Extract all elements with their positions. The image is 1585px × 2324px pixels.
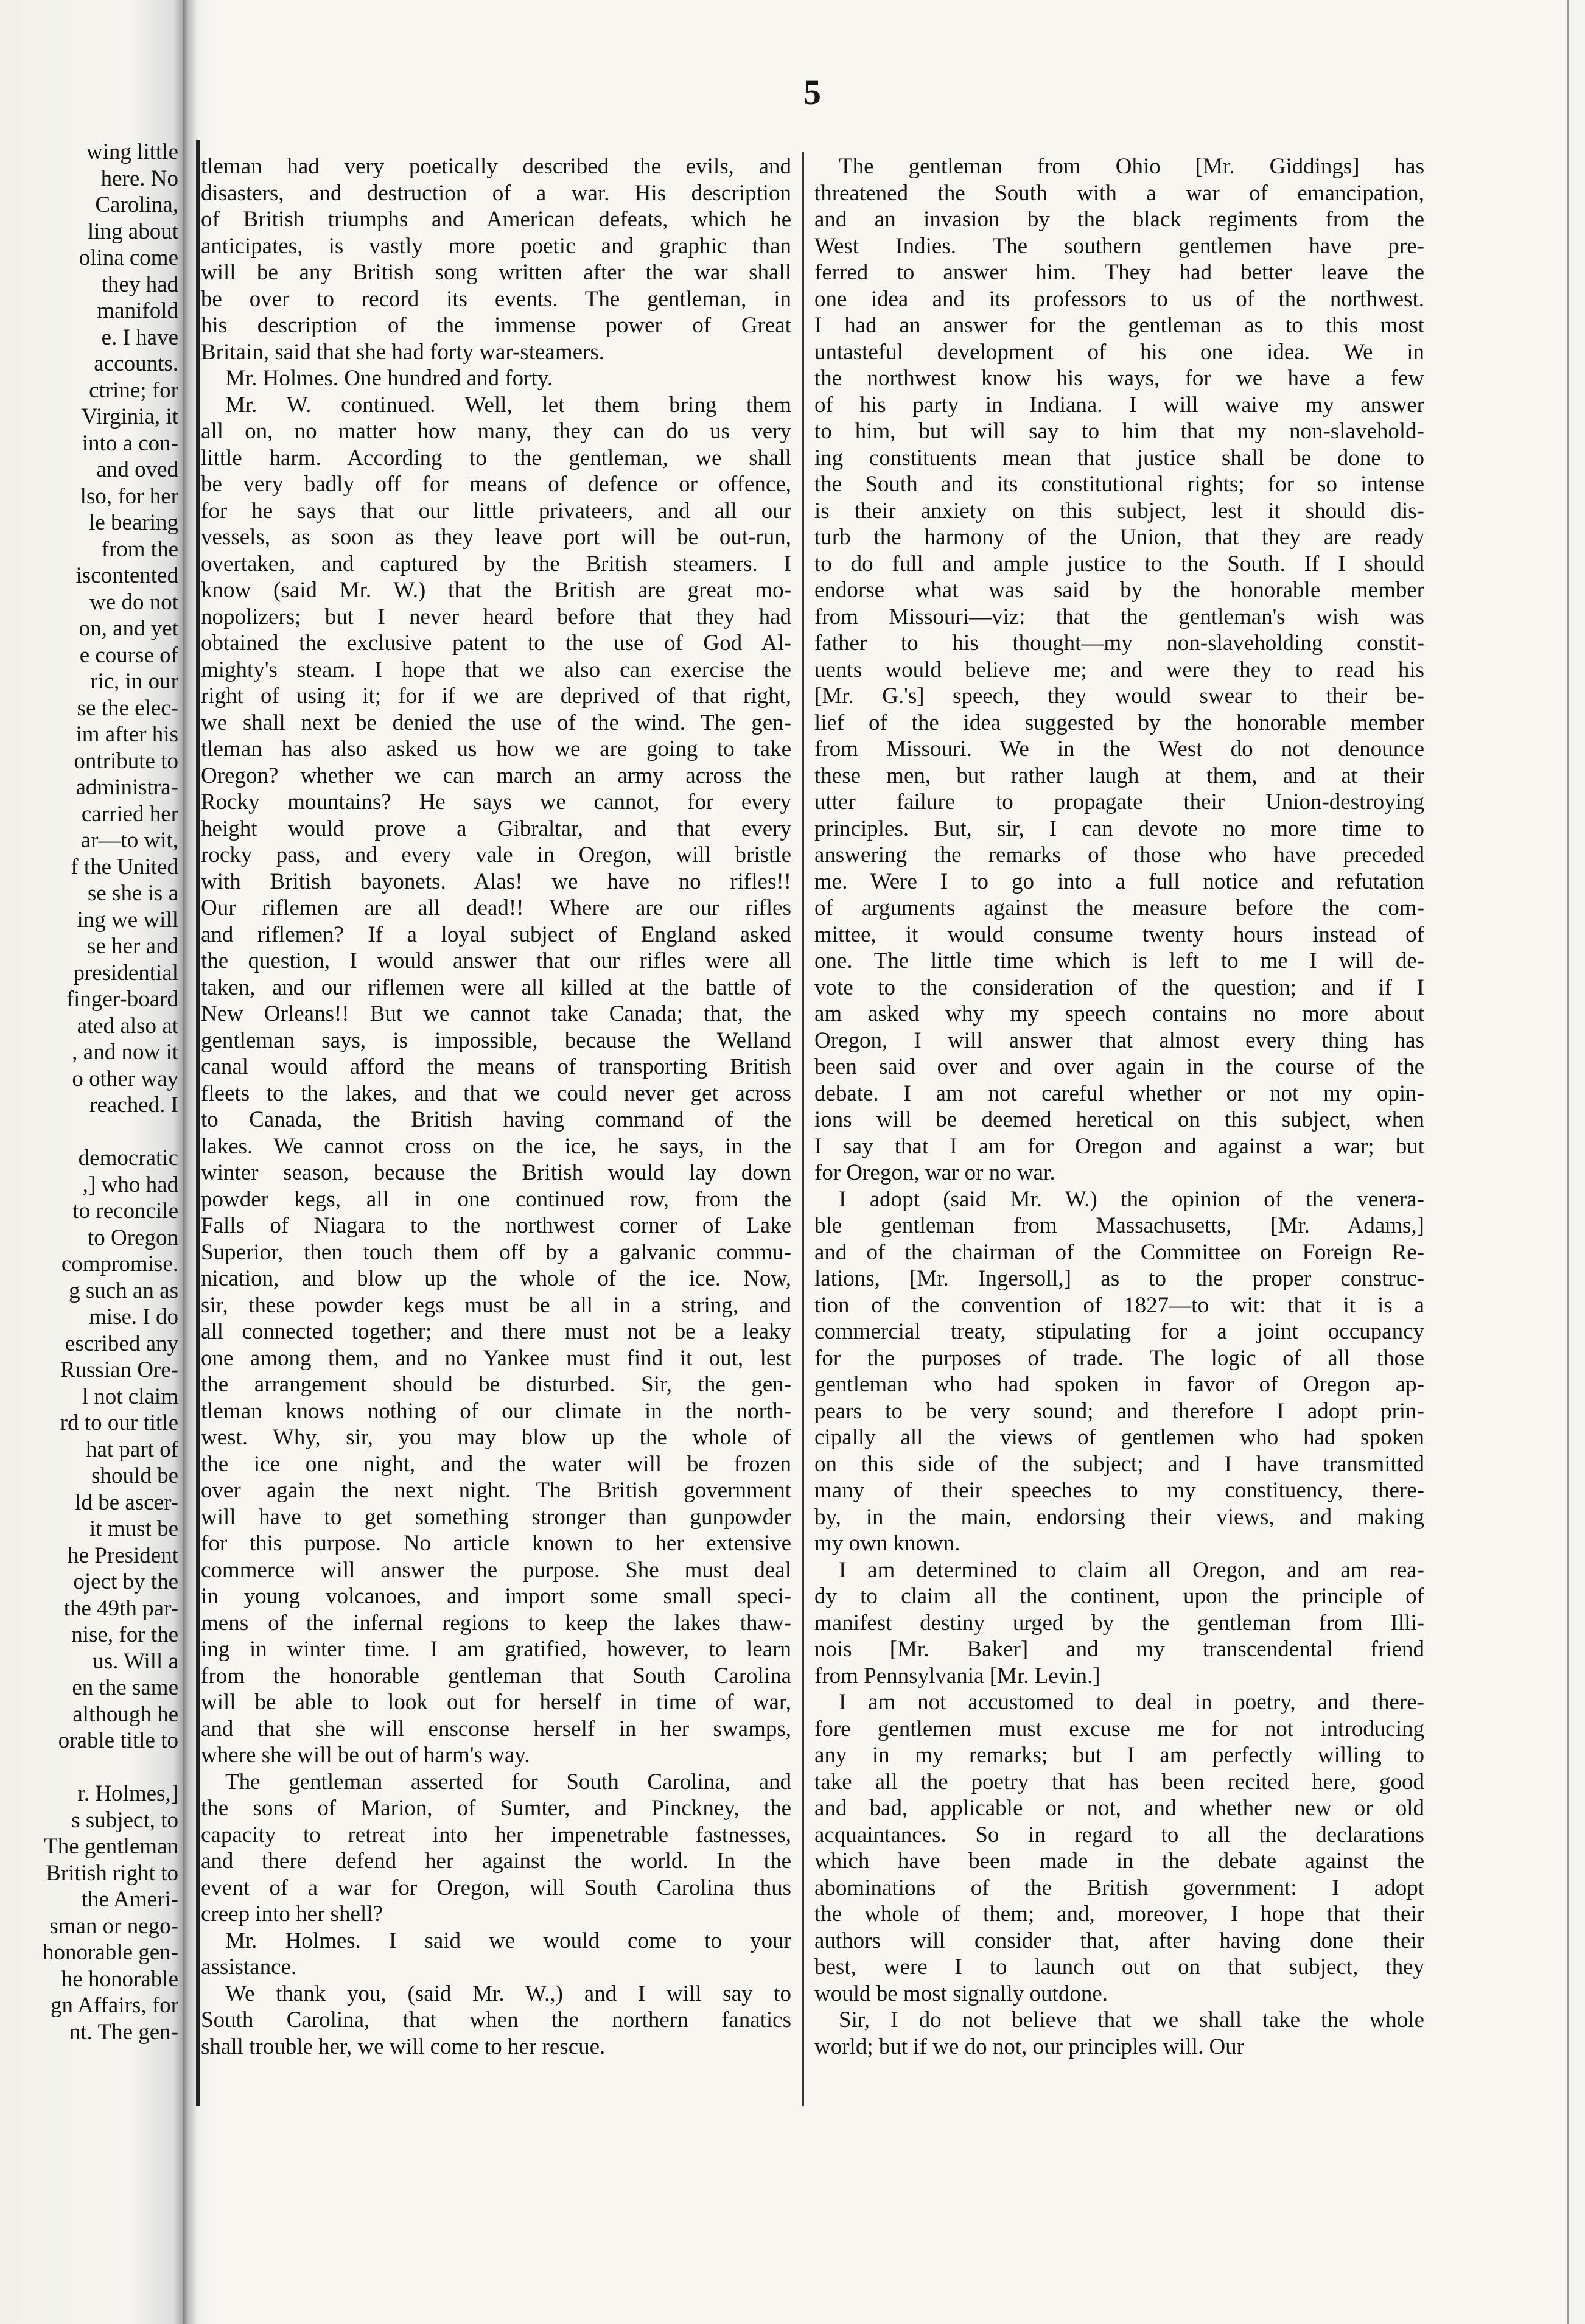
text-line: assistance.	[201, 1955, 297, 1979]
text-line: threatened the South with a war of emancipation,	[814, 180, 1424, 206]
text-line: height would prove a Gibraltar, and that every	[201, 816, 791, 841]
text-line: event of a war for Oregon, will South Carolina thus	[201, 1875, 791, 1900]
text-line: am asked why my speech contains no more about	[814, 1001, 1424, 1026]
text-line: sir, these powder kegs must be all in a string, and	[201, 1292, 791, 1318]
text-line: rocky pass, and every vale in Oregon, will bristle	[201, 842, 791, 867]
text-line: he President	[68, 1542, 178, 1568]
text-line: sman or nego-	[49, 1913, 178, 1939]
text-line: r. Holmes,]	[77, 1781, 178, 1806]
text-line: into a con-	[82, 430, 178, 456]
text-line: many of their speeches to my constituency, there-	[814, 1478, 1424, 1503]
text-line: gn Affairs, for	[51, 1993, 178, 2018]
text-line: iscontented	[75, 563, 178, 588]
text-line: from Missouri. We in the West do not denounce	[814, 737, 1424, 761]
text-line: [Mr. G.'s] speech, they would swear to their be-	[814, 684, 1424, 709]
text-line: all connected together; and there must not be a leaky	[201, 1319, 791, 1344]
text-line: e. I have	[101, 324, 178, 350]
text-line: nication, and blow up the whole of the ice. Now,	[201, 1266, 791, 1291]
text-line: overtaken, and captured by the British steamers. I	[201, 551, 791, 576]
text-line: oject by the	[73, 1569, 178, 1594]
text-line: be over to record its events. The gentleman, in	[201, 286, 791, 312]
text-line: they had	[101, 271, 178, 297]
previous-page-text	[0, 139, 178, 2045]
text-line: se the elec-	[77, 695, 178, 721]
text-line: should be	[91, 1463, 178, 1488]
text-line: answering the remarks of those who have preceded	[814, 842, 1424, 867]
text-line: will be any British song written after the war shall	[201, 260, 791, 285]
text-line: for Oregon, war or no war.	[814, 1160, 1055, 1185]
text-line: e course of	[79, 642, 178, 668]
text-line: I am determined to claim all Oregon, and am rea-	[839, 1557, 1424, 1583]
text-line: one idea and its professors to us of the northwest.	[814, 286, 1424, 312]
gutter-shadow	[196, 140, 200, 2106]
text-line	[0, 1119, 178, 1146]
text-line: and that she will ensconse herself in her swamps,	[201, 1716, 791, 1741]
text-line: of arguments against the measure before the com-	[814, 895, 1424, 920]
text-line: lations, [Mr. Ingersoll,] as to the proper construc-	[814, 1266, 1424, 1291]
text-line: se she is a	[88, 881, 178, 906]
text-line: f the United	[71, 854, 178, 880]
text-line: here. No	[100, 166, 178, 191]
text-line: compromise.	[61, 1251, 178, 1276]
text-line: these men, but rather laugh at them, and at their	[814, 763, 1424, 788]
text-line: democratic	[78, 1146, 178, 1171]
text-line: presidential	[73, 960, 178, 985]
text-line: ated also at	[77, 1013, 178, 1038]
text-line: to reconcile	[72, 1199, 178, 1223]
text-line: le bearing	[89, 510, 178, 535]
text-line: ontribute to	[74, 748, 178, 774]
text-line: over again the next night. The British government	[201, 1478, 791, 1503]
text-line: reached. I	[89, 1093, 178, 1118]
text-line: Mr. Holmes. I said we would come to your	[225, 1928, 791, 1953]
right-column	[814, 153, 1424, 2060]
text-line: shall trouble her, we will come to her rescue.	[201, 2034, 606, 2059]
text-line: tion of the convention of 1827—to wit: that it is a	[814, 1292, 1424, 1318]
text-line: he honorable	[61, 1966, 178, 1992]
text-line: mise. I do	[89, 1304, 178, 1329]
page-number: 5	[803, 72, 821, 112]
text-line: lakes. We cannot cross on the ice, he says, in the	[201, 1133, 791, 1159]
text-line: South Carolina, that when the northern fanatics	[201, 2007, 791, 2032]
text-line: for the purposes of trade. The logic of all those	[814, 1345, 1424, 1371]
text-line: o other way	[72, 1066, 178, 1091]
text-line: hat part of	[85, 1437, 178, 1462]
text-line: olina come	[79, 245, 178, 270]
text-line: s subject, to	[71, 1807, 178, 1833]
text-line: anticipates, is vastly more poetic and graphic than	[201, 233, 791, 259]
text-line: endorse what was said by the honorable member	[814, 578, 1424, 603]
text-line: , and now it	[72, 1040, 178, 1065]
text-line: us. Will a	[93, 1648, 178, 1674]
text-line: on this side of the subject; and I have transmitted	[814, 1451, 1424, 1477]
text-line: it must be	[89, 1516, 178, 1541]
text-line: of his party in Indiana. I will waive my answer	[814, 392, 1424, 418]
text-line: Our riflemen are all dead!! Where are our rifles	[201, 895, 791, 920]
text-line: canal would afford the means of transporting British	[201, 1054, 791, 1079]
text-line: l not claim	[82, 1384, 178, 1409]
text-line: creep into her shell?	[201, 1902, 383, 1927]
text-line: nopolizers; but I never heard before that they had	[201, 604, 791, 629]
text-line: untasteful development of his one idea. We in	[814, 339, 1424, 365]
text-line: and there defend her against the world. In the	[201, 1849, 791, 1874]
text-line: ions will be deemed heretical on this subject, when	[814, 1107, 1424, 1132]
text-line: we do not	[89, 589, 178, 615]
text-line: authors will consider that, after having done their	[814, 1928, 1424, 1953]
text-line: be very badly off for means of defence or offence,	[201, 472, 791, 497]
text-line: for he says that our little privateers, and all our	[201, 498, 791, 523]
text-line: right of using it; for if we are deprived of that right,	[201, 684, 791, 709]
text-line: the question, I would answer that our rifles were all	[201, 948, 791, 973]
text-line: will have to get something stronger than gunpowder	[201, 1504, 791, 1530]
text-line: dy to claim all the continent, upon the principle of	[814, 1584, 1424, 1609]
text-line: orable title to	[58, 1728, 178, 1753]
text-line: and an invasion by the black regiments from the	[814, 207, 1424, 232]
text-line: mens of the infernal regions to keep the lakes thaw-	[201, 1610, 791, 1636]
text-line: gentleman who had spoken in favor of Oregon ap-	[814, 1372, 1424, 1397]
text-line: manifest destiny urged by the gentleman from Illi-	[814, 1610, 1424, 1636]
middle-column	[201, 153, 791, 2060]
text-line: Rocky mountains? He says we cannot, for every	[201, 789, 791, 814]
text-line: I say that I am for Oregon and against a war; but	[814, 1133, 1424, 1159]
text-line: Britain, said that she had forty war-steamers.	[201, 339, 605, 365]
text-line: been said over and over again in the course of the	[814, 1054, 1424, 1079]
text-line: where she will be out of harm's way.	[201, 1743, 530, 1768]
text-line: taken, and our riflemen were all killed at the battle of	[201, 975, 791, 1000]
text-line: ble gentleman from Massachusetts, [Mr. Adams,]	[814, 1213, 1424, 1238]
text-line: take all the poetry that has been recited here, good	[814, 1769, 1424, 1794]
text-line: Carolina,	[95, 192, 178, 217]
text-line: commerce will answer the purpose. She must deal	[201, 1557, 791, 1583]
text-line: will be able to look out for herself in time of war,	[201, 1690, 791, 1715]
text-line: ferred to answer him. They had better leave the	[814, 260, 1424, 285]
text-line: the ice one night, and the water will be frozen	[201, 1451, 791, 1477]
text-line: to him, but will say to him that my non-slavehold-	[814, 419, 1424, 444]
text-line: nois [Mr. Baker] and my transcendental friend	[814, 1637, 1424, 1662]
text-line: ,] who had	[82, 1172, 178, 1197]
text-line: on, and yet	[79, 616, 178, 641]
text-line: gentleman says, is impossible, because the Welland	[201, 1027, 791, 1053]
text-line: en the same	[72, 1675, 178, 1700]
text-line: one among them, and no Yankee must find it out, lest	[201, 1345, 791, 1371]
text-line: rd to our title	[60, 1410, 178, 1435]
text-line: acquaintances. So in regard to all the declarations	[814, 1822, 1424, 1847]
text-line: debate. I am not careful whether or not my opin-	[814, 1080, 1424, 1106]
text-line: wing little	[86, 139, 178, 164]
text-line: in young volcanoes, and import some small speci-	[201, 1584, 791, 1609]
text-line: father to his thought—my non-slaveholding constit-	[814, 631, 1424, 656]
text-line: nt. The gen-	[69, 2019, 178, 2045]
text-line: fore gentlemen must excuse me for not introducing	[814, 1716, 1424, 1741]
text-line: to do full and ample justice to the South. If I should	[814, 551, 1424, 576]
text-line: all on, no matter how many, they can do us very	[201, 419, 791, 444]
text-line: and oved	[96, 457, 178, 482]
text-line: mittee, it would consume twenty hours instead of	[814, 922, 1424, 947]
text-line	[0, 1754, 178, 1781]
text-line: Virginia, it	[81, 404, 178, 429]
text-line: the 49th par-	[63, 1595, 178, 1621]
text-line: se her and	[87, 934, 178, 959]
text-line: although he	[72, 1701, 178, 1727]
text-line: ing in winter time. I am gratified, however, to learn	[201, 1637, 791, 1662]
text-line: and bad, applicable or not, and whether new or old	[814, 1796, 1424, 1821]
text-line: to Oregon	[88, 1225, 178, 1250]
text-line: I had an answer for the gentleman as to this most	[814, 313, 1424, 338]
text-line: im after his	[75, 722, 178, 747]
text-line: lso, for her	[80, 483, 178, 509]
text-line: Sir, I do not believe that we shall take the whole	[839, 2007, 1424, 2032]
text-line: of British triumphs and American defeats, which he	[201, 207, 791, 232]
text-line: commercial treaty, stipulating for a joint occupancy	[814, 1319, 1424, 1344]
text-line: west. Why, sir, you may blow up the whole of	[201, 1425, 791, 1450]
text-line: ar—to wit,	[80, 828, 178, 853]
text-line: know (said Mr. W.) that the British are great mo-	[201, 578, 791, 603]
text-line: the Ameri-	[81, 1887, 178, 1912]
text-line: Oregon, I will answer that almost every thing has	[814, 1027, 1424, 1053]
text-line: manifold	[97, 298, 178, 323]
text-line: winter season, because the British would lay down	[201, 1160, 791, 1185]
text-line: is their anxiety on this subject, lest it should dis-	[814, 498, 1424, 523]
text-line: lief of the idea suggested by the honorable member	[814, 710, 1424, 735]
text-line: we shall next be denied the use of the wind. The gen-	[201, 710, 791, 735]
text-line: finger-board	[66, 987, 178, 1012]
text-line: I adopt (said Mr. W.) the opinion of the venera-	[839, 1186, 1424, 1212]
text-line: tleman has also asked us how we are going to take	[201, 737, 791, 761]
text-line: cipally all the views of gentlemen who had spoken	[814, 1425, 1424, 1450]
text-line: little harm. According to the gentleman, we shall	[201, 445, 791, 471]
text-line: ric, in our	[90, 669, 178, 694]
text-line: from Missouri—viz: that the gentleman's wish was	[814, 604, 1424, 629]
text-line: g such an as	[69, 1278, 178, 1303]
text-line: ling about	[87, 219, 178, 244]
text-line: his description of the immense power of Great	[201, 313, 791, 338]
text-line: ing constituents mean that justice shall be done to	[814, 445, 1424, 471]
text-line: tleman had very poetically described the evils, and	[201, 154, 791, 179]
text-line: The gentleman	[44, 1834, 178, 1859]
text-line: Mr. Holmes. One hundred and forty.	[225, 366, 553, 391]
text-line: from Pennsylvania [Mr. Levin.]	[814, 1663, 1100, 1689]
text-line: obtained the exclusive patent to the use of God Al-	[201, 631, 791, 656]
text-line: and of the chairman of the Committee on Foreign Re-	[814, 1239, 1424, 1265]
text-line: and riflemen? If a loyal subject of England asked	[201, 922, 791, 947]
text-line: the sons of Marion, of Sumter, and Pinckney, the	[201, 1796, 791, 1821]
text-line: Mr. W. continued. Well, let them bring them	[225, 392, 791, 418]
text-line: ld be ascer-	[75, 1489, 178, 1515]
text-line: honorable gen-	[43, 1940, 178, 1965]
text-line: turb the harmony of the Union, that they are ready	[814, 525, 1424, 550]
text-line: vote to the consideration of the question; and if I	[814, 975, 1424, 1000]
text-line: The gentleman from Ohio [Mr. Giddings] has	[839, 154, 1424, 179]
text-line: by, in the main, endorsing their views, and making	[814, 1504, 1424, 1530]
text-line: fleets to the lakes, and that we could never get across	[201, 1080, 791, 1106]
text-line: ctrine; for	[89, 377, 178, 403]
text-line: the northwest know his ways, for we have a few	[814, 366, 1424, 391]
text-line: escribed any	[65, 1331, 178, 1356]
text-line: The gentleman asserted for South Carolina, and	[225, 1769, 791, 1794]
text-line: any in my remarks; but I am perfectly willing to	[814, 1743, 1424, 1768]
text-line: Falls of Niagara to the northwest corner of Lake	[201, 1213, 791, 1238]
page-edge	[1567, 0, 1585, 2324]
text-line: I am not accustomed to deal in poetry, and there-	[839, 1690, 1424, 1715]
text-line: West Indies. The southern gentlemen have pre-	[814, 233, 1424, 259]
text-line: would be most signally outdone.	[814, 1981, 1108, 2006]
text-line: with British bayonets. Alas! we have no rifles!!	[201, 869, 791, 894]
text-line: world; but if we do not, our principles will. Our	[814, 2034, 1244, 2059]
text-line: uents would believe me; and were they to read his	[814, 657, 1424, 682]
text-line: disasters, and destruction of a war. His description	[201, 180, 791, 206]
text-line: best, were I to launch out on that subject, they	[814, 1955, 1424, 1979]
text-line: Superior, then touch them off by a galvanic commu-	[201, 1239, 791, 1265]
text-line: from the honorable gentleman that South Carolina	[201, 1663, 791, 1689]
text-line: for this purpose. No article known to her extensive	[201, 1531, 791, 1556]
text-line: me. Were I to go into a full notice and refutation	[814, 869, 1424, 894]
text-line: We thank you, (said Mr. W.,) and I will say to	[225, 1981, 791, 2006]
text-line: abominations of the British government: I adopt	[814, 1875, 1424, 1900]
text-line: which have been made in the debate against the	[814, 1849, 1424, 1874]
text-line: capacity to retreat into her impenetrable fastnesses,	[201, 1822, 791, 1847]
previous-page-fragment	[0, 0, 183, 2324]
text-line: nise, for the	[71, 1622, 178, 1647]
text-line: my own known.	[814, 1531, 960, 1556]
text-line: utter failure to propagate their Union-destroying	[814, 789, 1424, 814]
text-line: principles. But, sir, I can devote no more time to	[814, 816, 1424, 841]
text-line: one. The little time which is left to me I will de-	[814, 948, 1424, 973]
text-line: tleman knows nothing of our climate in the north-	[201, 1398, 791, 1424]
text-line: ing we will	[77, 907, 178, 933]
text-line: vessels, as soon as they leave port will be out-run,	[201, 525, 791, 550]
text-line: Russian Ore-	[60, 1357, 178, 1382]
text-line: British right to	[46, 1860, 178, 1886]
text-line: powder kegs, all in one continued row, from the	[201, 1186, 791, 1212]
text-line: the South and its constitutional rights; for so intense	[814, 472, 1424, 497]
text-line: accounts.	[94, 351, 178, 376]
text-line: to Canada, the British having command of the	[201, 1107, 791, 1132]
text-line: Oregon? whether we can march an army across the	[201, 763, 791, 788]
text-line: mighty's steam. I hope that we also can exercise the	[201, 657, 791, 682]
text-line: New Orleans!! But we cannot take Canada; that, the	[201, 1001, 791, 1026]
column-rule	[802, 152, 804, 2106]
text-line: administra-	[75, 775, 178, 800]
text-line: from the	[101, 536, 178, 562]
text-line: the whole of them; and, moreover, I hope that their	[814, 1902, 1424, 1927]
text-line: the arrangement should be disturbed. Sir, the gen-	[201, 1372, 791, 1397]
text-line: carried her	[81, 801, 178, 827]
text-line: pears to be very sound; and therefore I adopt prin-	[814, 1398, 1424, 1424]
